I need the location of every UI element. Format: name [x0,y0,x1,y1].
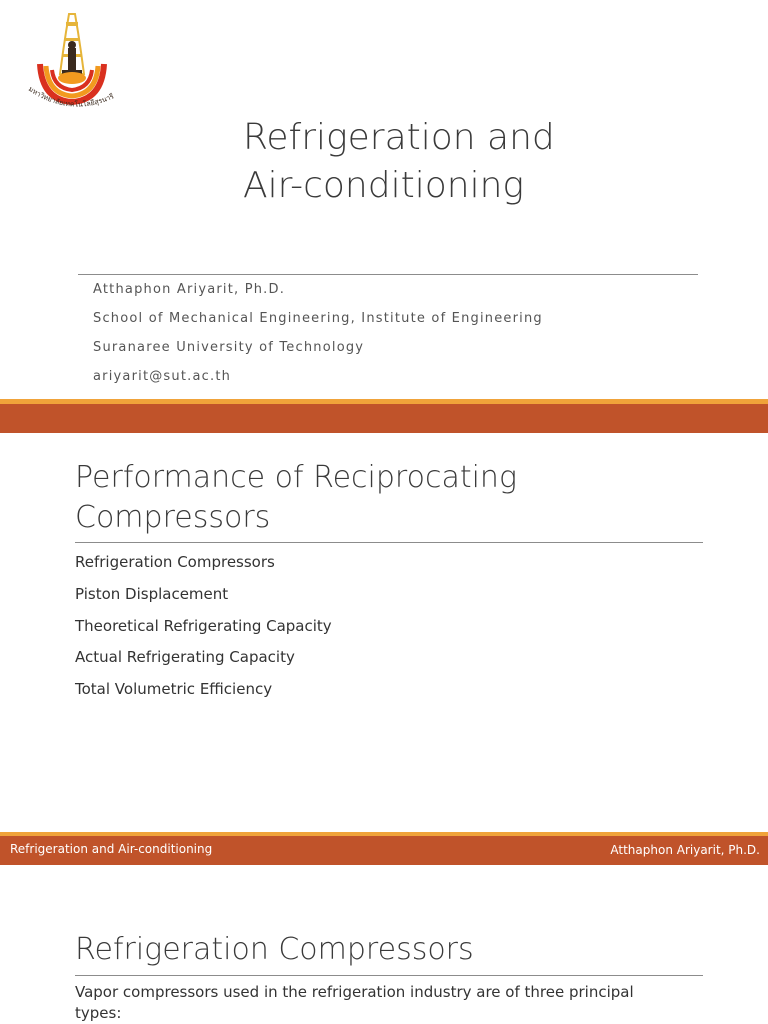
contents-list [75,549,332,708]
slide1-title [243,114,723,210]
footer-author: Atthaphon Ariyarit, Ph.D. [610,843,760,857]
slide3-body-text: Vapor compressors used in the refrigeration industry are of three principal types: [75,983,634,1022]
slide1-title-line1: Refrigeration and [243,117,555,158]
slide2-title-divider [75,542,703,543]
slide2-title-line2: Compressors [75,500,271,535]
author-email: ariyarit@sut.ac.th [93,369,232,384]
university-seal-icon [22,12,122,112]
slide2-title [75,458,715,538]
university-logo [22,12,122,112]
author-name: Atthaphon Ariyarit, Ph.D. [93,282,286,297]
slide2-title-line1: Performance of Reciprocating [75,460,517,495]
slide-separator-band [0,404,768,433]
list-item: Piston Displacement [75,584,229,603]
svg-text:มหาวิทยาลัยเทคโนโลยีสุรนารี: มหาวิทยาลัยเทคโนโลยีสุรนารี [26,85,116,109]
slide3-title: Refrigeration Compressors [75,932,474,967]
author-block [93,280,543,396]
slide-footer [0,836,768,865]
slide3-title-divider [75,975,703,976]
author-university: Suranaree University of Technology [93,340,365,355]
slide1-title-line2: Air-conditioning [243,165,524,206]
list-item: Theoretical Refrigerating Capacity [75,616,332,635]
author-school: School of Mechanical Engineering, Institute of Engineering [93,311,543,326]
title-divider [78,274,698,275]
footer-course-title: Refrigeration and Air-conditioning [10,842,213,856]
list-item: Total Volumetric Efficiency [75,680,273,699]
list-item: Actual Refrigerating Capacity [75,648,295,667]
list-item: Refrigeration Compressors [75,553,275,571]
